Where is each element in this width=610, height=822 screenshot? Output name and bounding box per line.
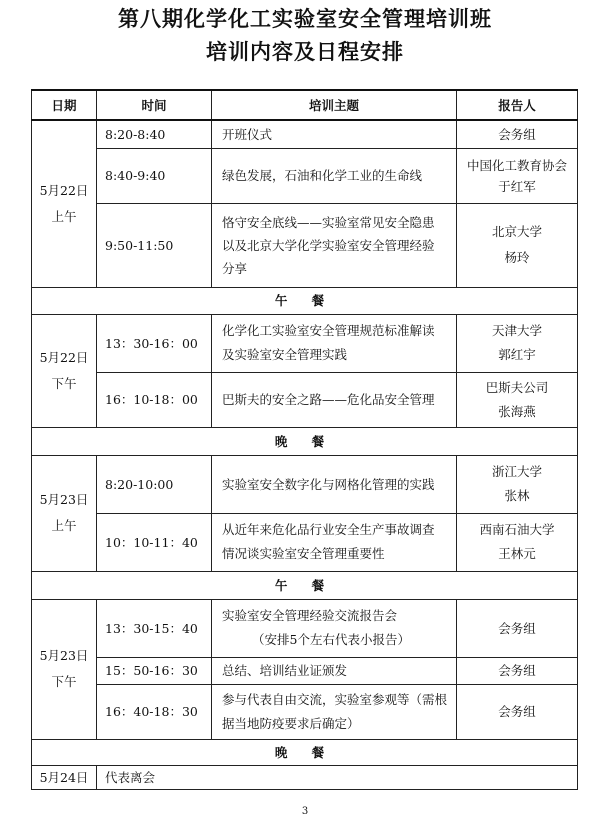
table-row: [32, 148, 578, 203]
topic-cell: [212, 372, 457, 427]
topic-cell: [212, 314, 457, 372]
topic-line: 实验室安全管理经验交流报告会: [222, 608, 398, 623]
period-text: 上午: [51, 208, 77, 224]
topic-cell: [212, 513, 457, 571]
topic-line: 实验室安全数字化与网格化管理的实践: [222, 476, 435, 492]
date-text: 5月22日: [39, 182, 89, 198]
topic-line: 巴斯夫的安全之路——危化品安全管理: [222, 392, 435, 407]
reporter-cell: [457, 203, 578, 287]
header-date: 日期: [32, 90, 97, 120]
reporter-cell: [457, 455, 578, 513]
table-row: [32, 599, 578, 657]
period-text: 上午: [51, 518, 77, 533]
period-text: 下午: [51, 674, 77, 689]
topic-line: 以及北京大学化学实验室安全管理经验: [222, 237, 435, 253]
header-reporter: 报告人: [457, 90, 578, 120]
reporter-line: 张林: [504, 488, 530, 503]
date-text: 5月22日: [39, 349, 89, 365]
reporter-cell: [457, 513, 578, 571]
topic-line: 开班仪式: [222, 126, 273, 142]
topic-cell: [212, 203, 457, 287]
topic-cell: [212, 455, 457, 513]
table-row: [32, 455, 578, 513]
topic-line: 化学化工实验室安全管理规范标准解读: [222, 323, 435, 338]
date-text: 5月23日: [39, 492, 89, 507]
reporter-line: 巴斯夫公司: [485, 379, 549, 395]
header-time: 时间: [97, 90, 212, 120]
reporter-line: 中国化工教育协会: [466, 157, 567, 173]
topic-cell: [212, 684, 457, 739]
table-header-row: [32, 90, 578, 120]
reporter-line: 郭红宇: [498, 347, 536, 362]
reporter-line: 会务组: [498, 663, 536, 678]
reporter-line: 天津大学: [491, 323, 542, 338]
table-row: [32, 765, 578, 789]
date-cell: [32, 314, 97, 427]
reporter-cell: [457, 120, 578, 148]
page-number: 3: [301, 806, 309, 817]
table-row: [32, 372, 578, 427]
meal-row: [32, 427, 578, 455]
topic-line: 及实验室安全管理实践: [222, 347, 348, 362]
reporter-cell: [457, 148, 578, 203]
reporter-line: 于红军: [498, 178, 536, 194]
meal-label: 午 餐: [32, 571, 578, 599]
date-cell: 5月24日: [32, 765, 97, 789]
document-subtitle: 培训内容及日程安排: [206, 40, 404, 64]
meal-row: [32, 287, 578, 314]
meal-label: 午 餐: [32, 287, 578, 314]
date-text: 5月23日: [39, 648, 89, 663]
time-cell: 16：40-18：30: [97, 684, 212, 739]
date-cell: [32, 599, 97, 739]
reporter-cell: [457, 657, 578, 684]
date-cell: [32, 120, 97, 287]
topic-line: 据当地防疫要求后确定）: [222, 715, 360, 731]
time-cell: 8:40-9:40: [97, 148, 212, 203]
time-cell: 13：30-15：40: [97, 599, 212, 657]
period-text: 下午: [51, 375, 77, 391]
table-row: [32, 684, 578, 739]
schedule-table: [31, 89, 578, 790]
time-cell: 10：10-11：40: [97, 513, 212, 571]
topic-line: 情况谈实验室安全管理重要性: [222, 546, 385, 561]
table-row: [32, 120, 578, 148]
reporter-line: 浙江大学: [491, 464, 542, 479]
topic-line: 参与代表自由交流，实验室参观等（需根: [222, 691, 448, 707]
table-row: [32, 657, 578, 684]
meal-label: 晚 餐: [32, 427, 578, 455]
time-cell: 8:20-8:40: [97, 120, 212, 148]
departure-cell: 代表离会: [97, 765, 578, 789]
reporter-cell: [457, 372, 578, 427]
topic-cell: [212, 657, 457, 684]
time-cell: 16：10-18：00: [97, 372, 212, 427]
topic-cell: [212, 599, 457, 657]
reporter-line: 王林元: [498, 546, 536, 561]
meal-row: [32, 739, 578, 765]
reporter-line: 杨玲: [504, 250, 530, 265]
document-title: 第八期化学化工实验室安全管理培训班: [118, 7, 492, 31]
reporter-line: 会务组: [498, 704, 536, 719]
topic-line: （安排5个左右代表小报告）: [252, 632, 410, 647]
topic-line: 恪守安全底线——实验室常见安全隐患: [222, 214, 435, 230]
time-cell: 9:50-11:50: [97, 203, 212, 287]
table-row: [32, 203, 578, 287]
meal-label: 晚 餐: [32, 739, 578, 765]
reporter-line: 西南石油大学: [479, 522, 555, 537]
reporter-line: 会务组: [498, 620, 536, 636]
topic-cell: [212, 120, 457, 148]
topic-cell: [212, 148, 457, 203]
reporter-cell: [457, 684, 578, 739]
topic-line: 绿色发展，石油和化学工业的生命线: [222, 168, 423, 183]
reporter-cell: [457, 314, 578, 372]
meal-row: [32, 571, 578, 599]
reporter-line: 张海燕: [498, 403, 536, 419]
time-cell: 15：50-16：30: [97, 657, 212, 684]
time-cell: 8:20-10:00: [97, 455, 212, 513]
table-row: [32, 314, 578, 372]
reporter-line: 北京大学: [491, 224, 542, 239]
topic-line: 总结、培训结业证颁发: [222, 663, 348, 678]
date-cell: [32, 455, 97, 571]
topic-line: 分享: [222, 260, 248, 276]
table-row: [32, 513, 578, 571]
reporter-cell: [457, 599, 578, 657]
topic-line: 从近年来危化品行业安全生产事故调查: [222, 522, 435, 537]
reporter-line: 会务组: [498, 126, 536, 142]
time-cell: 13：30-16：00: [97, 314, 212, 372]
header-topic: 培训主题: [212, 90, 457, 120]
